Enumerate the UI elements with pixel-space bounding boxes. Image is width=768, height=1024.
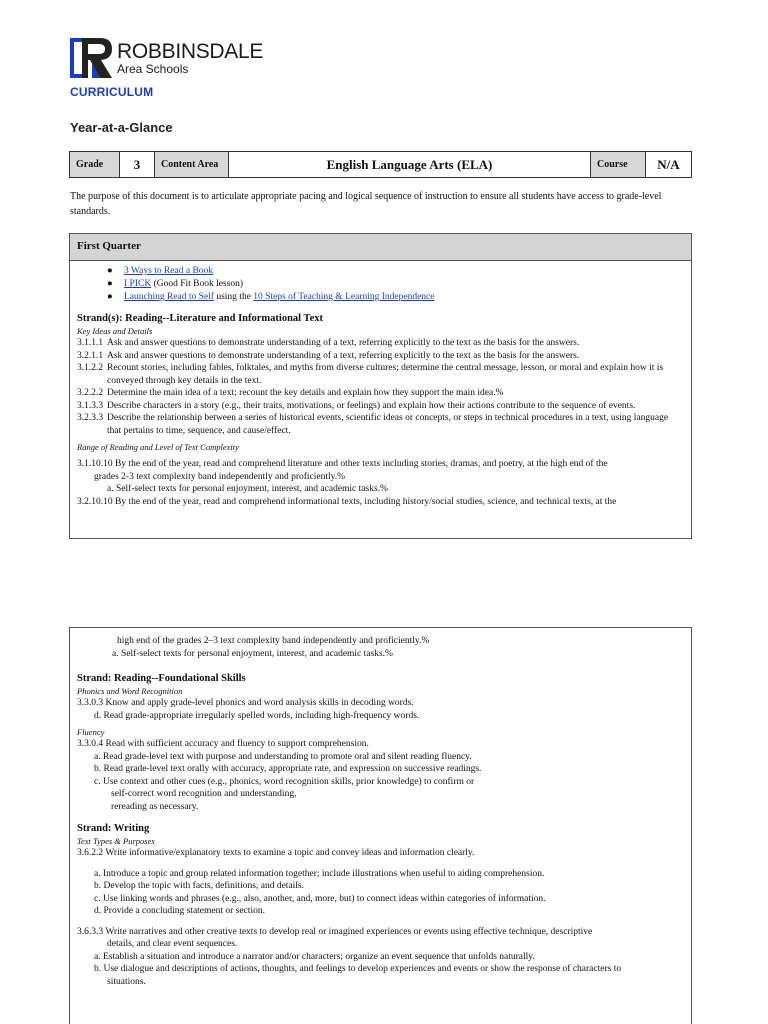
writing-1-d: d. Provide a concluding statement or section. — [94, 906, 265, 916]
writing-1-a: a. Introduce a topic and group related information together; include illustrations when useful to aiding comprehension. — [94, 868, 545, 879]
ipick-suffix: (Good Fit Book lesson) — [151, 279, 244, 289]
writing-2-a: a. Establish a situation and introduce a narrator and/or characters; organize an event sequence that unfolds naturally. — [94, 951, 535, 962]
robbinsdale-r-logo-icon — [70, 36, 114, 80]
grade-value: 3 — [120, 152, 155, 178]
standard-row — [77, 400, 684, 413]
standard-code: 3.2.3.3 — [77, 413, 104, 423]
range-1-a: a. Self-select texts for personal enjoyment, interest, and academic tasks.% — [107, 484, 388, 494]
standard-code: 3.1.3.3 — [77, 400, 104, 411]
standard-row — [77, 387, 684, 400]
standard-code: 3.1.1.1 — [77, 338, 104, 348]
standard-row — [77, 350, 684, 363]
fluency-c-line3: rereading as necessary. — [111, 801, 199, 812]
standard-text: Determine the main idea of a text; recount the key details and explain how they support the main idea.% — [107, 388, 504, 398]
list-item — [107, 265, 684, 278]
course-label: Course — [591, 152, 646, 178]
standard-text: Ask and answer questions to demonstrate understanding of a text, referring explicitly to the text as the basis for the answers. — [107, 350, 580, 361]
logo-name: ROBBINSDALE — [117, 40, 264, 63]
first-quarter-content — [70, 261, 691, 508]
purpose-statement: The purpose of this document is to articulate appropriate pacing and logical sequence of instruction to ensure all students have access to grade-level standards. — [70, 191, 662, 217]
strand-foundational-heading: Strand: Reading--Foundational Skills — [77, 673, 246, 684]
continued-content — [70, 628, 691, 988]
range-2-continued: high end of the grades 2–3 text complexity band independently and proficiently.% — [117, 636, 430, 646]
first-quarter-header: First Quarter — [70, 234, 691, 261]
first-quarter-box-continued — [69, 627, 692, 1024]
standard-code: 3.2.2.2 — [77, 388, 104, 398]
range-2-code: 3.2.10.10 — [77, 496, 113, 507]
writing-1-c: c. Use linking words and phrases (e.g., also, another, and, more, but) to connect ideas within categories of information. — [94, 893, 546, 904]
standard-row — [77, 412, 684, 437]
logo-subtitle: Area Schools — [117, 62, 189, 76]
bullet-dot-icon: ● — [107, 266, 113, 276]
range-standard-1 — [77, 458, 684, 471]
bullet-dot-icon: ● — [107, 292, 113, 302]
fluency-subheading: Fluency — [77, 727, 105, 737]
text-types-subheading: Text Types & Purposes — [77, 836, 155, 846]
standard-row — [77, 337, 684, 350]
standard-code: 3.2.1.1 — [77, 350, 104, 361]
fluency-c: c. Use context and other cues (e.g., phonics, word recognition skills, prior knowledge) to confirm or — [94, 776, 475, 787]
three-ways-link[interactable]: 3 Ways to Read a Book — [124, 266, 214, 276]
list-item — [107, 278, 684, 291]
fluency-standard: 3.3.0.4 Read with sufficient accuracy and fluency to support comprehension. — [77, 739, 369, 749]
grade-info-table — [69, 151, 692, 178]
writing-2-b-line2: situations. — [107, 976, 146, 987]
standard-text: Describe characters in a story (e.g., their traits, motivations, or feelings) and explain how their actions contribute to the sequence of events. — [107, 400, 636, 411]
content-area-label: Content Area — [155, 152, 229, 178]
writing-2-b: b. Use dialogue and descriptions of actions, thoughts, and feelings to develop experiences and events or show the response of characters to — [94, 964, 622, 974]
key-ideas-subheading: Key Ideas and Details — [77, 326, 153, 336]
phonics-subheading: Phonics and Word Recognition — [77, 686, 183, 696]
fluency-a: a. Read grade-level text with purpose and understanding to promote oral and silent reading fluency. — [94, 751, 472, 762]
fluency-b: b. Read grade-level text orally with accuracy, appropriate rate, and expression on successive readings. — [94, 764, 482, 774]
page-title: Year-at-a-Glance — [70, 120, 173, 135]
standard-code: 3.1.2.2 — [77, 363, 104, 373]
strand-writing-heading: Strand: Writing — [77, 823, 150, 834]
range-1-code: 3.1.10.10 — [77, 459, 113, 469]
standard-text: Ask and answer questions to demonstrate understanding of a text, referring explicitly to the text as the basis for the answers. — [107, 338, 580, 348]
range-2-line1: By the end of the year, read and comprehend informational texts, including history/social studies, science, and technical texts, at the — [115, 496, 617, 507]
list-item — [107, 291, 684, 304]
phonics-standard: 3.3.0.3 Know and apply grade-level phonics and word analysis skills in decoding words. — [77, 698, 414, 708]
range-standard-2 — [77, 496, 684, 509]
content-area-value: English Language Arts (ELA) — [229, 152, 591, 178]
range-2-a: a. Self-select texts for personal enjoyment, interest, and academic tasks.% — [112, 648, 393, 659]
resource-links-list — [77, 265, 684, 304]
standard-text: Recount stories, including fables, folktales, and myths from diverse cultures; determine the central message, lesson, or moral and explain how it is conveyed through key details in the text. — [107, 363, 664, 386]
ipick-link[interactable]: I PICK — [124, 279, 152, 289]
first-quarter-box — [69, 233, 692, 539]
bullet-dot-icon: ● — [107, 279, 113, 289]
writing-2-line2: details, and clear event sequences. — [107, 939, 238, 949]
fluency-c-line2: self-correct word recognition and understanding, — [111, 789, 297, 799]
curriculum-heading: CURRICULUM — [70, 85, 154, 99]
writing-standard-1: 3.6.2.2 Write informative/explanatory texts to examine a topic and convey ideas and information clearly. — [77, 848, 475, 858]
range-1-line1: By the end of the year, read and comprehend literature and other texts including stories, dramas, and poetry, at the high end of the — [115, 459, 608, 469]
writing-standard-2: 3.6.3.3 Write narratives and other creative texts to develop real or imagined experiences or events using effective technique, descriptive — [77, 926, 593, 937]
launching-mid: using the — [213, 292, 254, 302]
standard-row — [77, 362, 684, 387]
grade-label: Grade — [70, 152, 120, 178]
writing-1-b: b. Develop the topic with facts, definitions, and details. — [94, 881, 305, 891]
range-1-line2: grades 2-3 text complexity band independently and proficiently.% — [94, 471, 346, 482]
phonics-d: d. Read grade-appropriate irregularly spelled words, including high-frequency words. — [94, 710, 420, 721]
range-subheading: Range of Reading and Level of Text Complexity — [77, 442, 239, 452]
strand-heading: Strand(s): Reading--Literature and Informational Text — [77, 313, 323, 324]
launching-link[interactable]: Launching Read to Self — [124, 292, 214, 302]
standard-text: Describe the relationship between a series of historical events, scientific ideas or concepts, or steps in technical procedures in a text, using language that pertains to time, sequence, and cause/effect. — [107, 413, 669, 436]
robbinsdale-logo — [70, 36, 263, 80]
course-value: N/A — [646, 152, 692, 178]
ten-steps-link[interactable]: 10 Steps of Teaching & Learning Independence — [253, 292, 435, 302]
logo-text — [117, 41, 263, 75]
